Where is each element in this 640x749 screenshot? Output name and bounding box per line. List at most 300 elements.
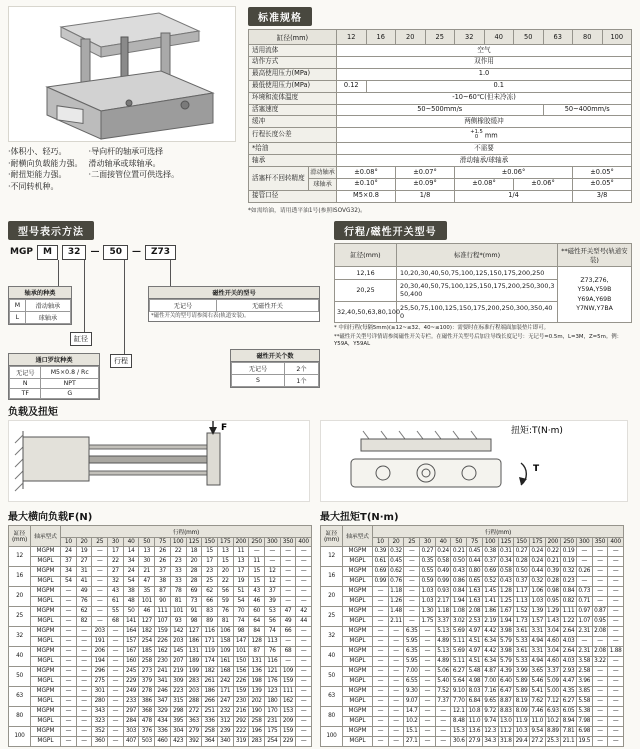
value-cell: 9.07: [404, 696, 420, 706]
value-cell: 49: [280, 616, 296, 626]
value-cell: 70: [233, 606, 249, 616]
model-code-dash: —: [90, 246, 100, 257]
bore-col: 100: [602, 30, 632, 45]
table-row: [321, 636, 624, 646]
value-cell: —: [373, 586, 389, 596]
value-cell: —: [76, 696, 92, 706]
connector-line: [124, 260, 125, 354]
value-cell: 81: [217, 616, 233, 626]
bearing-type-cell: MGPM: [343, 626, 373, 636]
spec-value: 空气: [337, 45, 632, 57]
value-cell: 4.35: [561, 686, 577, 696]
value-cell: 4.51: [467, 636, 483, 646]
value-cell: —: [264, 546, 280, 556]
bore-cell: 20: [9, 586, 31, 606]
value-cell: 190: [249, 706, 265, 716]
value-cell: —: [92, 596, 108, 606]
value-cell: —: [373, 646, 389, 656]
strokes-cell: 10,20,30,40,50,75,100,125,150,175,200,250: [397, 266, 558, 279]
bore-col: 25: [425, 30, 455, 45]
value-cell: 7.12: [545, 696, 561, 706]
value-cell: —: [296, 656, 312, 666]
value-cell: 11.9: [514, 716, 530, 726]
value-cell: 8.03: [467, 686, 483, 696]
value-cell: 76: [217, 606, 233, 616]
stroke-column-header: 200: [545, 537, 561, 546]
table-row: [9, 556, 312, 566]
value-cell: 131: [249, 656, 265, 666]
value-cell: 304: [170, 726, 186, 736]
bore-cell: 50: [9, 666, 31, 686]
value-cell: 194: [92, 656, 108, 666]
bearing-type-cell: MGPL: [31, 556, 61, 566]
value-cell: —: [592, 666, 608, 676]
model-code-bearing: M: [37, 245, 58, 260]
value-cell: 32: [108, 576, 124, 586]
value-cell: 1.22: [561, 616, 577, 626]
value-cell: —: [296, 696, 312, 706]
bearing-type-cell: MGPM: [31, 606, 61, 616]
value-cell: 0.43: [498, 576, 514, 586]
value-cell: 15: [249, 566, 265, 576]
value-cell: 258: [249, 716, 265, 726]
value-cell: 6.35: [404, 646, 420, 656]
spec-sublabel: 滑动轴承: [309, 167, 337, 179]
value-cell: 6.27: [561, 696, 577, 706]
table-row: [321, 656, 624, 666]
value-cell: 168: [217, 666, 233, 676]
value-cell: 17: [108, 546, 124, 556]
value-cell: —: [608, 686, 624, 696]
value-cell: 5.48: [467, 666, 483, 676]
bore-cell: 20: [321, 586, 343, 606]
value-cell: 0.55: [420, 566, 436, 576]
value-cell: 206: [92, 646, 108, 656]
value-cell: 153: [280, 706, 296, 716]
value-cell: 12: [264, 566, 280, 576]
table-row: [9, 736, 312, 746]
bearing-type-cell: MGPL: [31, 716, 61, 726]
value-cell: —: [61, 586, 77, 596]
value-cell: 232: [217, 706, 233, 716]
switch-note: *磁性开关的型号请参阅右表(轨道安装)。: [151, 312, 250, 319]
stroke-column-header: 40: [435, 537, 451, 546]
value-cell: —: [608, 586, 624, 596]
value-cell: 0.22: [545, 546, 561, 556]
value-cell: —: [592, 676, 608, 686]
value-cell: 1.94: [451, 596, 467, 606]
value-cell: 3.61: [514, 646, 530, 656]
value-cell: 176: [264, 676, 280, 686]
load-torque-section: [8, 403, 632, 502]
spec-value: ±0.08°: [337, 167, 396, 179]
value-cell: 5.11: [451, 636, 467, 646]
feature-item: ·耐横向负载能力强。: [8, 158, 83, 168]
bearing-type-cell: MGPL: [31, 636, 61, 646]
value-cell: 5.09: [545, 676, 561, 686]
bearing-type-cell: MGPM: [343, 646, 373, 656]
value-cell: 4.98: [467, 676, 483, 686]
value-cell: 0.69: [373, 566, 389, 576]
value-cell: —: [608, 606, 624, 616]
value-cell: —: [92, 616, 108, 626]
value-cell: 395: [170, 716, 186, 726]
bearing-type-legend: [8, 286, 72, 325]
value-cell: 0.58: [435, 556, 451, 566]
value-cell: —: [420, 726, 436, 736]
value-cell: 56: [264, 616, 280, 626]
lateral-load-table-title: 最大横向负载F(N): [8, 511, 93, 523]
value-cell: 38: [123, 586, 139, 596]
value-cell: —: [592, 686, 608, 696]
value-cell: 8.87: [498, 696, 514, 706]
value-cell: —: [61, 686, 77, 696]
torque-arrow-label: T: [533, 463, 540, 474]
value-cell: —: [576, 546, 592, 556]
value-cell: 5.33: [514, 636, 530, 646]
value-cell: 0.34: [498, 556, 514, 566]
table-row: [321, 576, 624, 586]
switch-model-legend: [148, 286, 320, 322]
value-cell: —: [76, 716, 92, 726]
model-code: [10, 245, 176, 260]
value-cell: —: [608, 736, 624, 746]
bearing-type-cell: MGPL: [31, 676, 61, 686]
value-cell: 0.93: [435, 586, 451, 596]
value-cell: 3.22: [592, 656, 608, 666]
value-cell: —: [61, 656, 77, 666]
bore-header: 缸径(mm): [249, 30, 337, 45]
value-cell: 226: [155, 636, 171, 646]
value-cell: 284: [123, 716, 139, 726]
value-cell: —: [608, 726, 624, 736]
value-cell: 0.37: [514, 576, 530, 586]
value-cell: 5.89: [514, 676, 530, 686]
value-cell: 273: [139, 666, 155, 676]
spec-value: 1.0: [337, 68, 632, 80]
connector-line: [58, 260, 59, 286]
value-cell: 127: [139, 616, 155, 626]
value-cell: —: [92, 606, 108, 616]
value-cell: 386: [139, 696, 155, 706]
value-cell: 0.71: [576, 596, 592, 606]
value-cell: 1.52: [514, 606, 530, 616]
value-cell: —: [576, 556, 592, 566]
label-cell: G: [41, 388, 99, 398]
value-cell: 1.88: [608, 646, 624, 656]
spec-value: 50~500mm/s: [337, 104, 544, 116]
value-cell: 111: [155, 606, 171, 616]
bearing-type-cell: MGPM: [343, 666, 373, 676]
value-cell: 7.62: [529, 696, 545, 706]
value-cell: 1.67: [498, 606, 514, 616]
value-cell: 35: [139, 586, 155, 596]
tolerance-unit: mm: [484, 131, 498, 140]
value-cell: 109: [217, 646, 233, 656]
value-cell: 27: [76, 556, 92, 566]
bore-cell: 32: [9, 626, 31, 646]
value-cell: 7.16: [482, 686, 498, 696]
value-cell: —: [249, 546, 265, 556]
value-cell: 6.93: [545, 706, 561, 716]
bearing-type-cell: MGPL: [343, 696, 373, 706]
value-cell: 7.70: [451, 696, 467, 706]
stroke-column-header: 50: [451, 537, 467, 546]
table-row: [9, 576, 312, 586]
value-cell: 0.38: [482, 546, 498, 556]
value-cell: 292: [233, 716, 249, 726]
stroke-column-header: 175: [217, 537, 233, 546]
spec-value: 不需要: [337, 143, 632, 155]
spec-value: ±0.06°: [455, 167, 573, 179]
value-cell: 109: [280, 666, 296, 676]
value-cell: 3.61: [514, 626, 530, 636]
value-cell: 1.28: [498, 586, 514, 596]
value-cell: —: [296, 676, 312, 686]
value-cell: 5.38: [576, 706, 592, 716]
value-cell: 8.09: [514, 706, 530, 716]
value-cell: —: [373, 626, 389, 636]
spec-value: ±0.09°: [396, 178, 455, 190]
bore-col: 32: [455, 30, 485, 45]
value-cell: —: [404, 556, 420, 566]
value-cell: 0.27: [514, 546, 530, 556]
stroke-switch-table: [334, 243, 632, 324]
label-cell: 球轴承: [25, 311, 70, 323]
switch-models-cell: Z73,Z76, Y59A,Y59B Y69A,Y69B Y7NW,Y7BA: [558, 266, 632, 323]
value-cell: 4.42: [482, 646, 498, 656]
value-cell: 1.75: [420, 616, 436, 626]
table-row: [321, 546, 624, 556]
value-cell: 0.45: [388, 556, 404, 566]
value-cell: 1.94: [498, 616, 514, 626]
value-cell: 159: [280, 676, 296, 686]
spec-value: ±0.07°: [396, 167, 455, 179]
bearing-type-cell: MGPM: [31, 586, 61, 596]
value-cell: —: [435, 736, 451, 746]
value-cell: —: [388, 676, 404, 686]
bore-cell: 50: [321, 666, 343, 686]
value-cell: —: [608, 656, 624, 666]
value-cell: 41: [76, 576, 92, 586]
value-cell: 0.39: [545, 566, 561, 576]
value-cell: 93: [170, 616, 186, 626]
value-cell: 5.06: [435, 666, 451, 676]
value-cell: 1.03: [420, 596, 436, 606]
force-label: F: [221, 422, 228, 433]
value-cell: 4.60: [545, 656, 561, 666]
value-cell: 20: [217, 566, 233, 576]
value-cell: 376: [139, 726, 155, 736]
spec-value: 1/4: [455, 190, 573, 202]
value-cell: 219: [170, 666, 186, 676]
stroke-column-header: 300: [264, 537, 280, 546]
spec-footnote: *如需给油，请用透平油1号(参照ISOVG32)。: [248, 207, 366, 214]
stroke-column-header: 125: [498, 537, 514, 546]
value-cell: 9.74: [482, 716, 498, 726]
value-cell: 341: [155, 676, 171, 686]
stroke-column-header: 250: [561, 537, 577, 546]
value-cell: 5.69: [451, 626, 467, 636]
table-row: [321, 716, 624, 726]
table-row: [9, 626, 312, 636]
value-cell: 5.58: [576, 696, 592, 706]
value-cell: —: [108, 736, 124, 746]
value-cell: 76: [264, 646, 280, 656]
table-row: [9, 726, 312, 736]
value-cell: 5.13: [435, 626, 451, 636]
value-cell: —: [608, 546, 624, 556]
bore-cell: 32: [321, 626, 343, 646]
value-cell: 91: [186, 606, 202, 616]
value-cell: 283: [186, 676, 202, 686]
value-cell: —: [592, 546, 608, 556]
value-cell: —: [576, 636, 592, 646]
value-cell: 48: [123, 596, 139, 606]
value-cell: 44: [296, 616, 312, 626]
bearing-type-cell: MGPL: [343, 556, 373, 566]
value-cell: 0.99: [435, 576, 451, 586]
value-cell: 28: [186, 566, 202, 576]
value-cell: —: [108, 716, 124, 726]
value-cell: —: [420, 696, 436, 706]
value-cell: —: [420, 716, 436, 726]
value-cell: 0.99: [373, 576, 389, 586]
value-cell: 25.3: [545, 736, 561, 746]
value-cell: —: [388, 706, 404, 716]
value-cell: —: [61, 626, 77, 636]
value-cell: —: [592, 726, 608, 736]
value-cell: 319: [233, 736, 249, 746]
value-cell: 0.84: [561, 586, 577, 596]
value-cell: 5.95: [404, 656, 420, 666]
value-cell: —: [61, 636, 77, 646]
stroke-column-header: 10: [61, 537, 77, 546]
value-cell: 13.6: [467, 726, 483, 736]
spec-label: *给油: [249, 143, 337, 155]
value-cell: 6.47: [498, 686, 514, 696]
value-cell: 9.10: [451, 686, 467, 696]
feature-item: ·体积小、轻巧。: [8, 147, 67, 156]
model-number-diagram: [8, 245, 326, 397]
value-cell: 2.08: [592, 646, 608, 656]
value-cell: 3.04: [545, 646, 561, 656]
bearing-type-cell: MGPL: [343, 636, 373, 646]
value-cell: 0.43: [451, 566, 467, 576]
stroke-column-header: 250: [249, 537, 265, 546]
value-cell: —: [108, 636, 124, 646]
torque-diagram: [320, 420, 628, 502]
bearing-type-cell: MGPL: [343, 576, 373, 586]
bore-cell: 63: [321, 686, 343, 706]
value-cell: 336: [155, 726, 171, 736]
value-cell: 231: [264, 716, 280, 726]
value-cell: 30: [139, 556, 155, 566]
value-cell: —: [61, 596, 77, 606]
value-cell: 164: [123, 626, 139, 636]
value-cell: 1.25: [498, 596, 514, 606]
switch-count-title: 磁性开关个数: [231, 350, 319, 362]
value-cell: 241: [155, 666, 171, 676]
bearing-type-cell: MGPL: [31, 596, 61, 606]
table-row: [321, 666, 624, 676]
value-cell: 180: [264, 696, 280, 706]
value-cell: —: [296, 546, 312, 556]
value-cell: 254: [264, 736, 280, 746]
value-cell: 26: [155, 556, 171, 566]
value-cell: 87: [155, 586, 171, 596]
torque-label: 扭矩:T(N·m): [511, 425, 563, 436]
value-cell: 0.32: [388, 546, 404, 556]
value-cell: 39: [264, 596, 280, 606]
value-cell: 0.39: [373, 546, 389, 556]
bore-cell: 40: [9, 646, 31, 666]
lateral-load-diagram: [8, 420, 310, 502]
value-cell: —: [76, 686, 92, 696]
value-cell: —: [76, 646, 92, 656]
bearing-type-cell: MGPL: [31, 696, 61, 706]
value-cell: —: [61, 726, 77, 736]
value-cell: 171: [217, 686, 233, 696]
value-cell: —: [296, 706, 312, 716]
value-cell: 1.18: [388, 586, 404, 596]
value-cell: 360: [92, 736, 108, 746]
spec-value: 双作用: [337, 56, 632, 68]
value-cell: 0.24: [529, 546, 545, 556]
value-cell: 22: [108, 556, 124, 566]
value-cell: 503: [139, 736, 155, 746]
stroke-column-header: 125: [186, 537, 202, 546]
bore-cell: 25: [9, 606, 31, 626]
value-cell: 7.52: [435, 686, 451, 696]
value-cell: 1.11: [561, 606, 577, 616]
table-row: [321, 736, 624, 746]
value-cell: 5.13: [435, 646, 451, 656]
value-cell: 6.35: [404, 626, 420, 636]
bore-cell: 25: [321, 606, 343, 626]
value-cell: 4.51: [467, 656, 483, 666]
value-cell: —: [373, 726, 389, 736]
value-cell: 1.48: [388, 606, 404, 616]
feature-item: ·不同转机种。: [8, 181, 59, 191]
value-cell: 5.64: [451, 676, 467, 686]
value-cell: —: [592, 696, 608, 706]
value-cell: —: [420, 706, 436, 716]
value-cell: —: [420, 656, 436, 666]
value-cell: 161: [217, 656, 233, 666]
value-cell: —: [388, 626, 404, 636]
value-cell: 207: [170, 656, 186, 666]
value-cell: 0.28: [514, 556, 530, 566]
value-cell: —: [388, 666, 404, 676]
value-cell: 182: [202, 666, 218, 676]
stroke-note: **磁性开关型号详情请参阅磁性开关专栏。在磁性开关型号后加注导线长度记号：无记号=0.5m，L=3M，Z=5m。例：Y59A，Y59AL: [334, 334, 623, 348]
value-cell: 6.34: [482, 656, 498, 666]
value-cell: 9.54: [529, 726, 545, 736]
value-cell: —: [373, 696, 389, 706]
value-cell: 15.1: [404, 726, 420, 736]
value-cell: 73: [186, 596, 202, 606]
value-cell: —: [280, 656, 296, 666]
spec-value: 50~400mm/s: [543, 104, 632, 116]
bore-cell: 80: [9, 706, 31, 726]
value-cell: 54: [123, 576, 139, 586]
value-cell: 2.31: [576, 646, 592, 656]
value-cell: 4.42: [482, 626, 498, 636]
value-cell: —: [296, 686, 312, 696]
value-cell: 27.9: [467, 736, 483, 746]
value-cell: —: [404, 576, 420, 586]
